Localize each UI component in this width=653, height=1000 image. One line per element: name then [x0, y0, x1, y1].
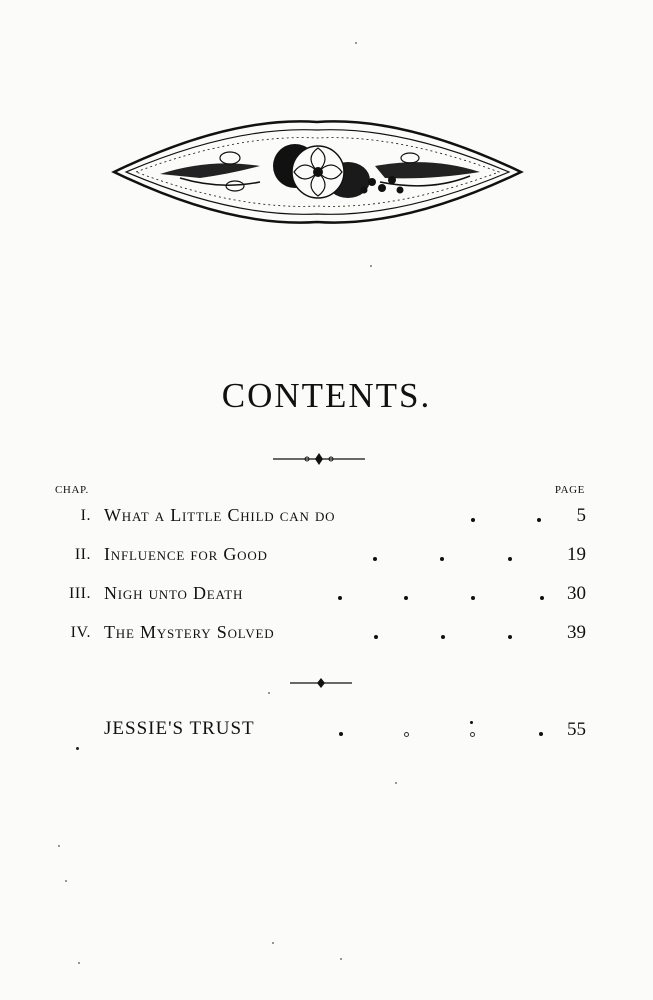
- paper-speck: [58, 845, 60, 847]
- chapter-number: II.: [74, 546, 91, 563]
- leader-dot: [404, 596, 408, 600]
- toc-row[interactable]: [0, 582, 653, 610]
- paper-speck: [78, 962, 80, 964]
- leader-dot: [441, 635, 445, 639]
- toc-row[interactable]: [0, 543, 653, 571]
- paper-speck: [355, 42, 357, 44]
- page-title: CONTENTS.: [221, 376, 432, 415]
- paper-speck: [395, 782, 397, 784]
- chapter-page: 30: [567, 583, 586, 604]
- chapter-page: 39: [567, 622, 586, 643]
- chapter-title: Nigh unto Death: [104, 583, 244, 603]
- toc-row[interactable]: [0, 621, 653, 649]
- chapter-number: III.: [69, 585, 91, 602]
- extra-page: 55: [567, 719, 586, 740]
- chapter-number: I.: [80, 507, 91, 524]
- leader-dot: [508, 557, 512, 561]
- page-header: PAGE: [554, 484, 585, 496]
- chapter-page: 19: [567, 544, 586, 565]
- toc-row[interactable]: [0, 504, 653, 532]
- leader-dot: [338, 596, 342, 600]
- floral-vignette-icon: [110, 118, 525, 226]
- paper-speck: [370, 265, 372, 267]
- leader-dot: [374, 635, 378, 639]
- leader-dot: [540, 596, 544, 600]
- chapter-title: What a Little Child can do: [104, 505, 336, 525]
- leader-dot: [440, 557, 444, 561]
- leader-dot: [339, 732, 343, 736]
- leader-dot: [537, 518, 541, 522]
- scroll-rule-icon: [271, 451, 367, 467]
- chapter-page: 5: [576, 505, 586, 526]
- leader-dot: [471, 518, 475, 522]
- toc-row-extra[interactable]: [0, 718, 653, 746]
- scroll-rule-icon: [288, 675, 354, 691]
- chap-header: CHAP.: [55, 484, 89, 496]
- leader-dot: [373, 557, 377, 561]
- paper-speck: [65, 880, 67, 882]
- paper-speck: [272, 942, 274, 944]
- leader-dot: [471, 596, 475, 600]
- leader-dot: [404, 732, 409, 737]
- paper-speck: [340, 958, 342, 960]
- leader-dot: [470, 732, 475, 737]
- paper-speck: [76, 747, 79, 750]
- chapter-title: Influence for Good: [104, 544, 268, 564]
- leader-dot: [508, 635, 512, 639]
- paper-speck: [268, 692, 270, 694]
- chapter-number: IV.: [70, 624, 91, 641]
- extra-title: JESSIE'S TRUST: [104, 718, 255, 739]
- leader-dot: [470, 721, 473, 724]
- leader-dot: [539, 732, 543, 736]
- chapter-title: The Mystery Solved: [104, 622, 275, 642]
